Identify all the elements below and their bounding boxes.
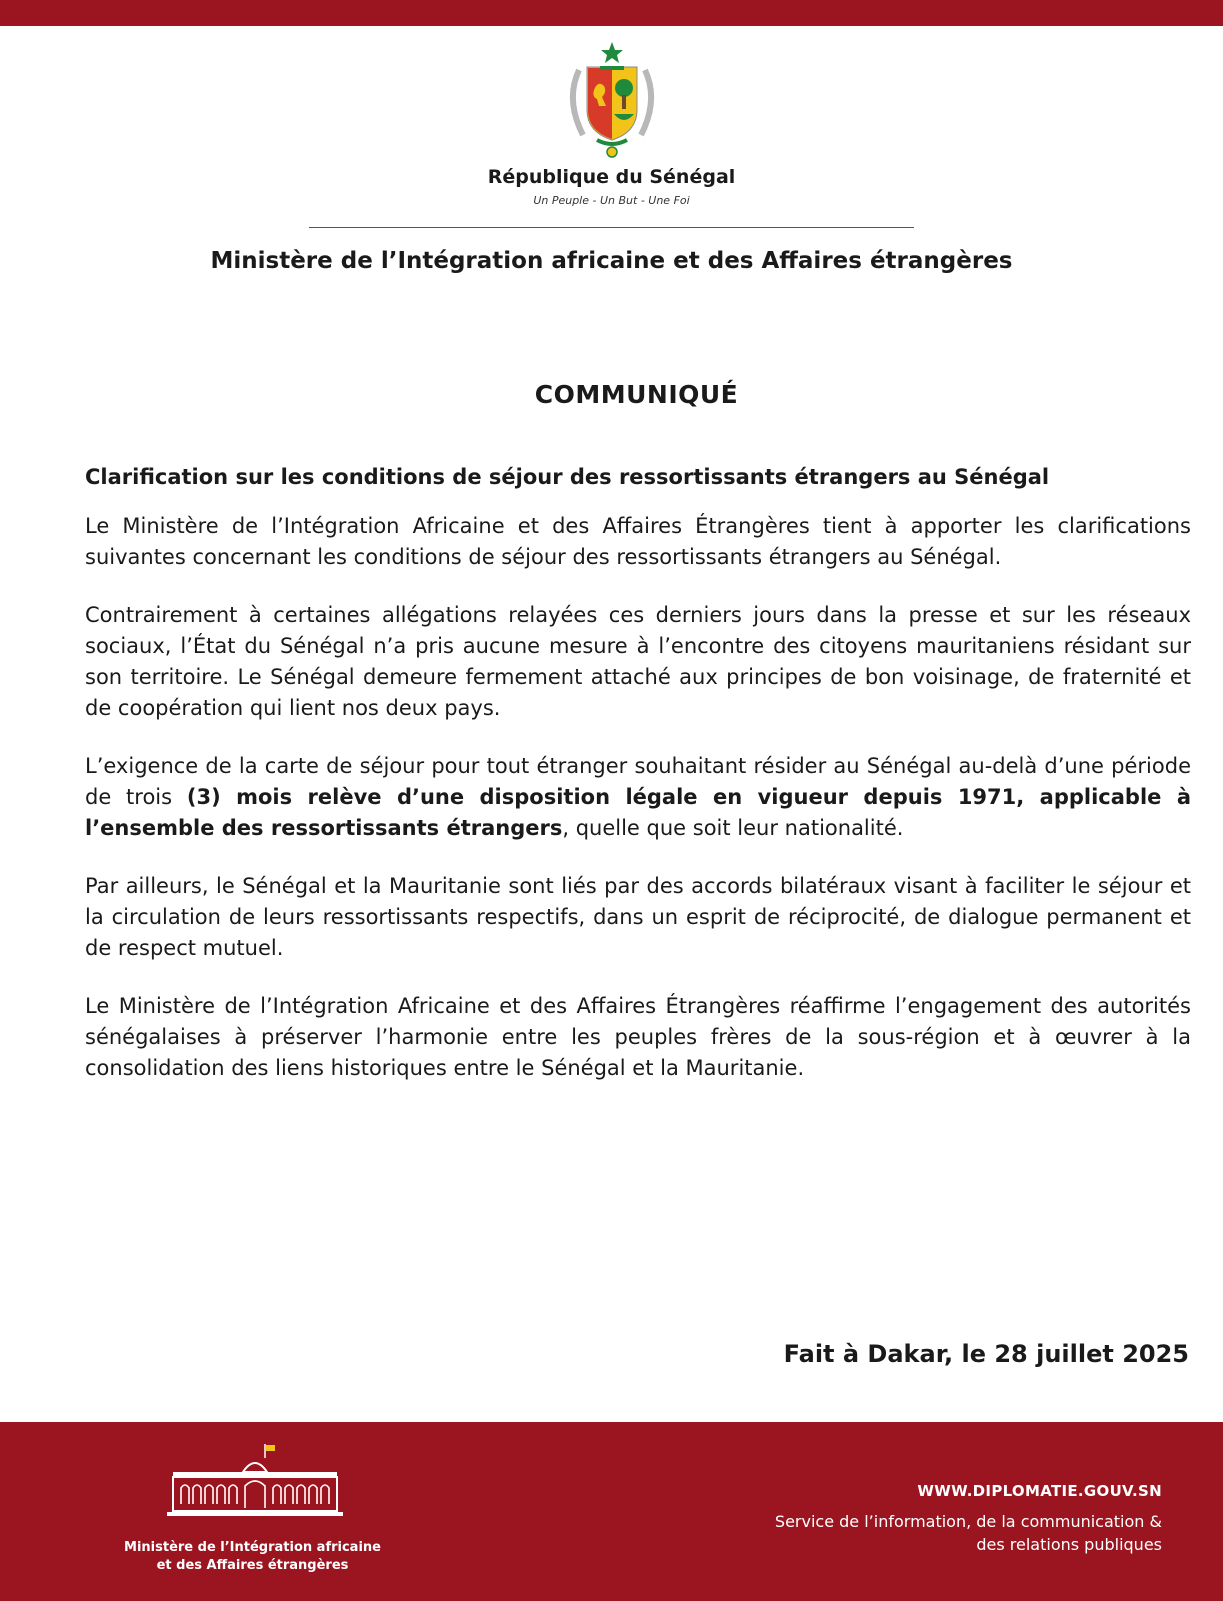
footer-service-line-2: des relations publiques — [976, 1535, 1162, 1554]
top-accent-bar — [0, 0, 1223, 26]
paragraph-2: Contrairement à certaines allégations relayées ces derniers jours dans la presse et sur les réseaux sociaux, l’État du Sénégal n’a pris aucune mesure à l’encontre des citoyens mauritaniens résidant sur son territoire. Le Sénégal demeure fermement attaché aux principes de bon voisinage, de fraternité et de coopération qui lient nos deux pays. — [85, 603, 1191, 720]
ministry-name: Ministère de l’Intégration africaine et des Affaires étrangères — [210, 248, 1013, 274]
communique-body — [85, 465, 1191, 1111]
paragraph-3 — [85, 751, 1191, 844]
paragraph-3-start: L’exigence de la carte de séjour pour tout étranger souhaitant résider au Sénégal au-delà d’une période de trois — [85, 754, 1191, 809]
footer-service-name — [692, 1510, 1162, 1556]
document-subject: Clarification sur les conditions de séjour des ressortissants étrangers au Sénégal — [85, 465, 1050, 489]
document-title: COMMUNIQUÉ — [534, 380, 739, 409]
senegal-coat-of-arms-icon — [557, 40, 667, 160]
ministry-building-icon — [165, 1442, 345, 1522]
footer-ministry-line-2: et des Affaires étrangères — [156, 1558, 349, 1573]
national-motto: Un Peuple - Un But - Une Foi — [533, 194, 690, 207]
footer-ministry-name — [100, 1539, 405, 1575]
country-name: République du Sénégal — [487, 166, 736, 188]
header-divider — [309, 227, 914, 228]
place-and-date: Fait à Dakar, le 28 juillet 2025 — [783, 1340, 1189, 1368]
footer-ministry-line-1: Ministère de l’Intégration africaine — [124, 1540, 381, 1555]
website-link[interactable]: WWW.DIPLOMATIE.GOUV.SN — [917, 1482, 1162, 1500]
footer-bar — [0, 1422, 1223, 1601]
paragraph-1: Le Ministère de l’Intégration Africaine et des Affaires Étrangères tient à apporter les clarifications suivantes concernant les conditions de séjour des ressortissants étrangers au Sénégal. — [85, 514, 1191, 569]
letterhead — [0, 40, 1223, 274]
paragraph-3-emphasis: (3) mois relève d’une disposition légale en vigueur depuis 1971, applicable à l’ensemble des ressortissants étrangers — [85, 785, 1191, 840]
footer-service-line-1: Service de l’information, de la communication & — [774, 1512, 1162, 1531]
paragraph-4: Par ailleurs, le Sénégal et la Mauritanie sont liés par des accords bilatéraux visant à faciliter le séjour et la circulation de leurs ressortissants respectifs, dans un esprit de réciprocité, de dialogue permanent et de respect mutuel. — [85, 874, 1191, 960]
paragraph-3-end: , quelle que soit leur nationalité. — [562, 816, 904, 840]
paragraph-5: Le Ministère de l’Intégration Africaine et des Affaires Étrangères réaffirme l’engagement des autorités sénégalaises à préserver l’harmonie entre les peuples frères de la sous-région et à œuvrer à la consolidation des liens historiques entre le Sénégal et la Mauritanie. — [85, 994, 1191, 1080]
